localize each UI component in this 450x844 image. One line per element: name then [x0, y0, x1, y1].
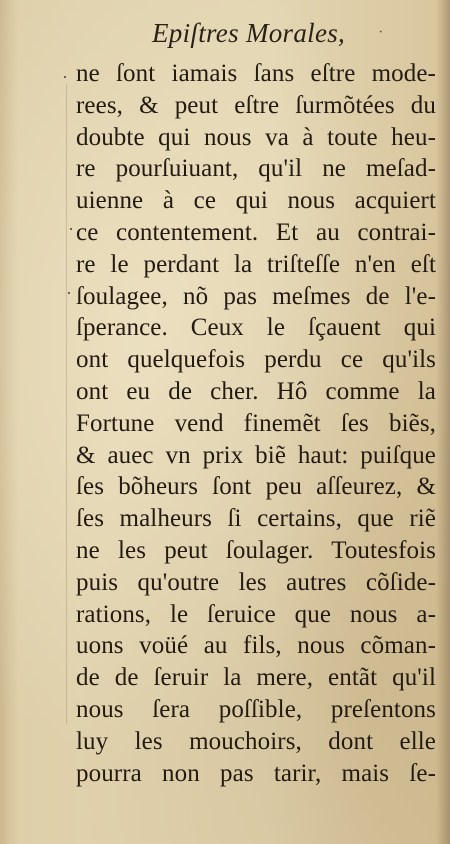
text-line: re pourſuiuant, qu'il ne meſad- — [76, 155, 436, 183]
text-line: ſperance. Ceux le ſçauent qui — [76, 314, 436, 342]
text-line: & auec vn prix biẽ haut: puiſque — [76, 441, 436, 469]
text-line: pourra non pas tarir, mais ſe- — [76, 759, 436, 787]
text-line: luy les mouchoirs, dont elle — [76, 727, 436, 755]
text-line: rations, le ſeruice que nous a- — [76, 600, 436, 628]
margin-rule — [66, 84, 67, 724]
text-line: puis qu'outre les autres cõſide- — [76, 568, 436, 596]
ink-mark: · — [378, 24, 384, 41]
text-line: re le perdant la triſteſſe n'en eſt — [76, 250, 436, 278]
text-line: nous ſera poſſible, preſentons — [76, 695, 436, 723]
text-line: ont eu de cher. Hô comme la — [76, 377, 436, 405]
text-line: uons voüé au fils, nous cõman- — [76, 632, 436, 660]
text-line: ne les peut ſoulager. Toutesfois — [76, 536, 436, 564]
text-line: ont quelquefois perdu ce qu'ils — [76, 346, 436, 374]
text-line: ce contentement. Et au contrai- — [76, 218, 436, 246]
margin-dot — [68, 292, 70, 294]
text-line: doubte qui nous va à toute heu- — [76, 123, 436, 151]
text-line: uienne à ce qui nous acquiert — [76, 187, 436, 215]
text-line: ne ſont iamais ſans eſtre mode- — [76, 60, 436, 87]
text-line: de de ſeruir la mere, entãt qu'il — [76, 664, 436, 692]
text-line: rees, & peut eſtre ſurmõtées du — [76, 91, 436, 119]
running-title: Epiſtres Morales, — [152, 18, 346, 48]
text-line: ſes bõheurs ſont peu aſſeurez, & — [76, 473, 436, 501]
body-text — [76, 58, 436, 789]
text-line: ſoulagee, nõ pas meſmes de l'e- — [76, 282, 436, 310]
page-header — [0, 14, 450, 54]
margin-dot — [70, 228, 72, 230]
text-line: Fortune vend finemẽt ſes biẽs, — [76, 409, 436, 437]
text-line: ſes malheurs ſi certains, que riẽ — [76, 505, 436, 533]
margin-dot — [64, 76, 66, 78]
